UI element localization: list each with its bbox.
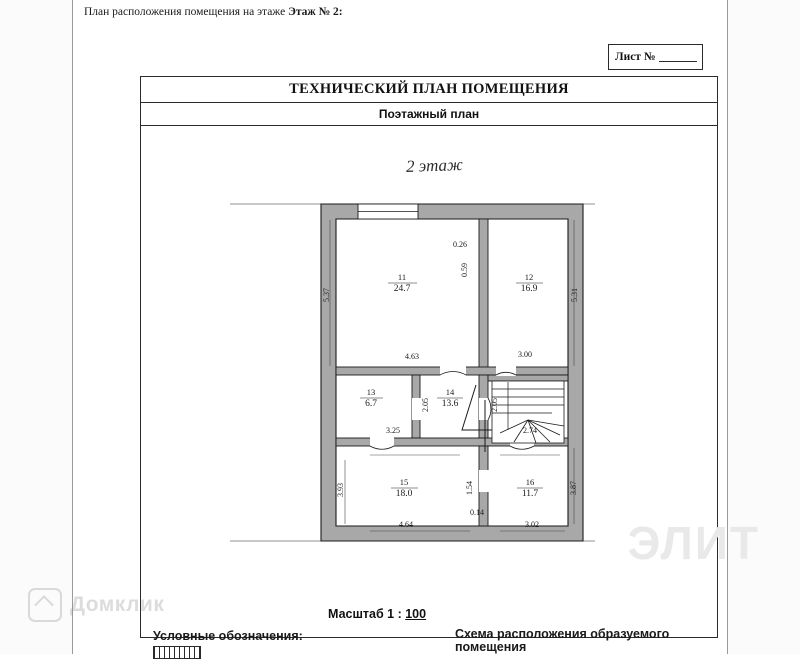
top-caption-floor: Этаж № 2:	[288, 6, 343, 18]
dimension-2-05-left: 2.05	[421, 398, 430, 412]
domclick-logo-icon	[28, 588, 62, 622]
plan-subtitle: Поэтажный план	[141, 103, 717, 126]
room-area-16: 11.7	[521, 489, 539, 499]
dimension-1-54: 1.54	[465, 481, 474, 495]
dimension-0-14: 0.14	[470, 508, 484, 517]
window-openings	[358, 204, 418, 219]
top-caption-prefix: План расположения помещения на этаже	[84, 6, 289, 18]
sheet-number-label: Лист №	[615, 51, 656, 63]
scheme-title: Схема расположения образуемого помещения	[455, 627, 670, 654]
room-number-12: 12	[524, 272, 534, 282]
room-number-14: 14	[445, 387, 455, 397]
sheet-number-box	[608, 44, 703, 70]
page-title	[84, 6, 343, 18]
room-number-16: 16	[525, 477, 535, 487]
scale-value: 100	[405, 607, 427, 621]
room-area-15: 18.0	[395, 489, 413, 499]
dimension-4-63: 4.63	[405, 352, 419, 361]
room-area-11: 24.7	[393, 284, 411, 294]
scale-prefix: Масштаб 1 :	[328, 607, 406, 621]
floor-plan-svg	[140, 130, 718, 570]
domclick-watermark-text: Домклик	[70, 593, 165, 616]
dimension-5-31: 5.31	[570, 288, 579, 302]
sheet-number-blank	[659, 52, 697, 62]
dimension-3-00: 3.00	[518, 350, 532, 359]
dimension-3-87: 3.87	[569, 481, 578, 495]
legend-title: Условные обозначения:	[153, 629, 303, 643]
dimension-2-74: 2.74	[523, 426, 537, 435]
dimension-0-26: 0.26	[453, 240, 467, 249]
dimension-3-25: 3.25	[386, 426, 400, 435]
dimension-3-93: 3.93	[336, 483, 345, 497]
plan-title: ТЕХНИЧЕСКИЙ ПЛАН ПОМЕЩЕНИЯ	[141, 77, 717, 103]
scale-label	[328, 607, 426, 621]
background-watermark-text: ЭЛИТ	[627, 517, 760, 569]
legend-hatch-swatch	[153, 646, 201, 659]
room-area-12: 16.9	[520, 284, 538, 294]
dimension-5-37: 5.37	[322, 288, 331, 302]
room-number-11: 11	[397, 272, 407, 282]
floor-plan-drawing	[140, 130, 718, 570]
dimension-4-64: 4.64	[399, 520, 413, 529]
room-number-15: 15	[399, 477, 409, 487]
floor-caption: 2 этаж	[405, 155, 464, 176]
dimension-3-02: 3.02	[525, 520, 539, 529]
room-number-13: 13	[366, 387, 376, 397]
dimension-0-59: 0.59	[460, 263, 469, 277]
room-area-14: 13.6	[441, 399, 459, 409]
room-area-13: 6.7	[365, 399, 377, 409]
dimension-2-05-right: 2.05	[490, 398, 499, 412]
